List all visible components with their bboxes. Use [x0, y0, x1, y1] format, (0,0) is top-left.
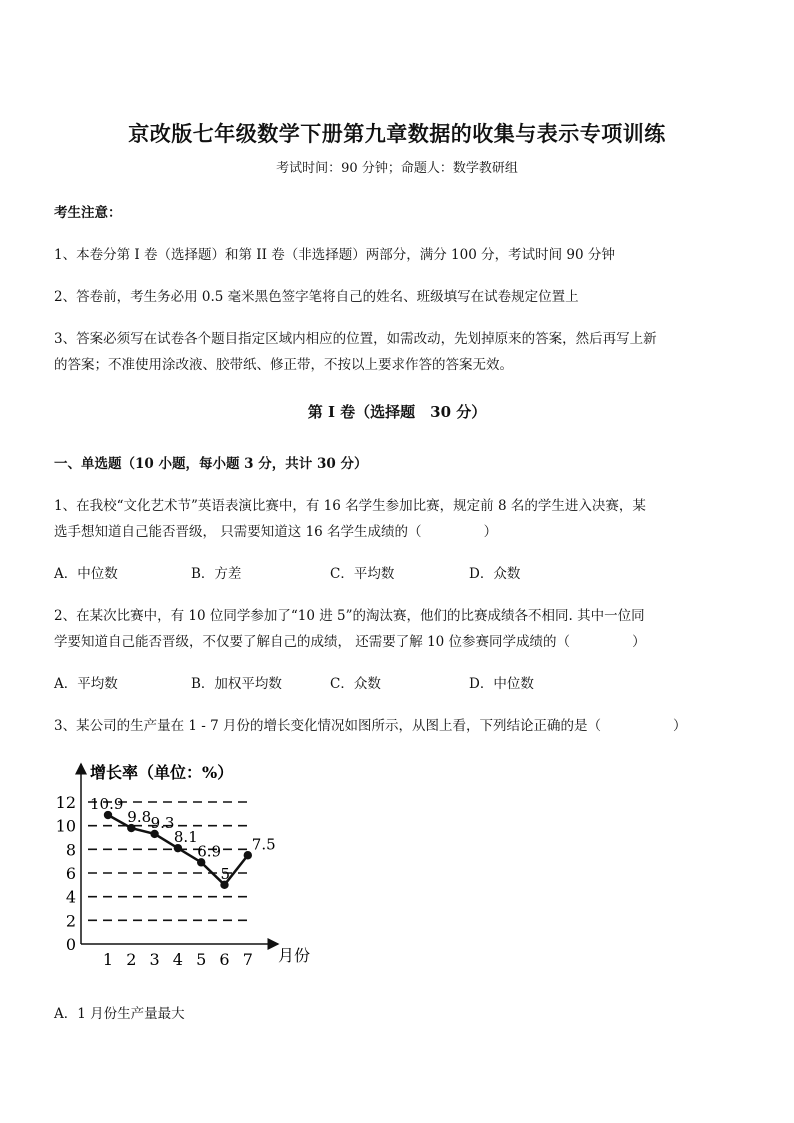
paren-close: ） — [483, 524, 498, 540]
paren-close: ） — [632, 634, 646, 650]
part-heading: 一、单选题（10 小题，每小题 3 分，共计 30 分） — [54, 456, 368, 472]
y-tick-label: 10 — [56, 816, 76, 836]
page-title: 京改版七年级数学下册第九章数据的收集与表示专项训练 — [128, 121, 666, 146]
x-tick-label: 3 — [149, 950, 160, 969]
option-b[interactable]: B．加权平均数 — [191, 676, 282, 692]
question-1-text: 选手想知道自己能否晋级， 只需要知道这 16 名学生成绩的（ — [54, 524, 422, 540]
y-tick-label: 4 — [65, 887, 76, 907]
question-3-text: 3、某公司的生产量在 1 - 7 月份的增长变化情况如图所示，从图上看，下列结论正确的是（ — [54, 718, 601, 734]
x-tick-label: 7 — [242, 950, 253, 969]
data-label: 7.5 — [251, 835, 276, 854]
paren-close: ） — [673, 718, 687, 734]
option-a[interactable]: A．平均数 — [54, 676, 118, 692]
x-tick-label: 5 — [196, 950, 207, 969]
x-axis-label: 月份 — [278, 946, 311, 965]
question-2-text: 学要知道自己能否晋级，不仅要了解自己的成绩， 还需要了解 10 位参赛同学成绩的（ — [54, 634, 571, 650]
x-tick-label: 6 — [219, 950, 230, 969]
data-label: 6.9 — [197, 842, 222, 861]
notice-item-1: 1、本卷分第 I 卷（选择题）和第 II 卷（非选择题）两部分，满分 100 分，考试时间 90 分钟 — [54, 247, 615, 263]
growth-rate-line-chart — [56, 756, 336, 976]
option-c[interactable]: C．众数 — [330, 676, 381, 692]
question-2-line-1: 2、在某次比赛中，有 10 位同学参加了“10 进 5”的淘汰赛，他们的比赛成绩各不相同. 其中一位同 — [54, 608, 645, 624]
data-point — [244, 851, 252, 859]
data-label: 9.3 — [150, 813, 175, 832]
y-tick-label: 2 — [65, 911, 76, 931]
option-a[interactable]: A．1 月份生产量最大 — [54, 1006, 185, 1022]
option-d[interactable]: D．中位数 — [469, 676, 534, 692]
x-tick-label: 2 — [126, 950, 137, 969]
y-tick-label: 8 — [65, 840, 76, 860]
option-a[interactable]: A．中位数 — [54, 566, 118, 582]
question-2-line-2 — [54, 630, 646, 650]
data-label: 5 — [220, 864, 231, 883]
notice-item-3-cont: 的答案；不准使用涂改液、胶带纸、修正带，不按以上要求作答的答案无效。 — [54, 357, 513, 373]
y-tick-label: 12 — [56, 793, 76, 812]
option-c[interactable]: C．平均数 — [330, 566, 395, 582]
notice-item-2: 2、答卷前，考生务必用 0.5 毫米黑色签字笔将自己的姓名、班级填写在试卷规定位置上 — [54, 289, 579, 305]
notice-item-3: 3、答案必须写在试卷各个题目指定区域内相应的位置，如需改动，先划掉原来的答案，然后再写上新 — [54, 331, 657, 347]
exam-info: 考试时间：90 分钟；命题人：数学教研组 — [276, 161, 518, 176]
data-label: 10.9 — [90, 795, 124, 814]
y-tick-label: 0 — [65, 935, 76, 954]
question-1-line-2 — [54, 520, 497, 540]
y-axis-label: 增长率（单位：%） — [90, 763, 234, 782]
option-b[interactable]: B．方差 — [191, 566, 242, 582]
x-tick-label: 1 — [102, 950, 114, 969]
data-label: 9.8 — [127, 808, 152, 827]
y-tick-label: 6 — [65, 864, 76, 883]
data-label: 8.1 — [173, 828, 198, 847]
notice-heading: 考生注意： — [54, 205, 122, 221]
option-d[interactable]: D．众数 — [469, 566, 521, 582]
x-tick-label: 4 — [172, 950, 183, 969]
question-3-line-1 — [54, 714, 687, 734]
section-title: 第 I 卷（选择题 30 分） — [307, 403, 487, 421]
question-1-line-1: 1、在我校“文化艺术节”英语表演比赛中，有 16 名学生参加比赛，规定前 8 名的学生进入决赛，某 — [54, 498, 646, 514]
